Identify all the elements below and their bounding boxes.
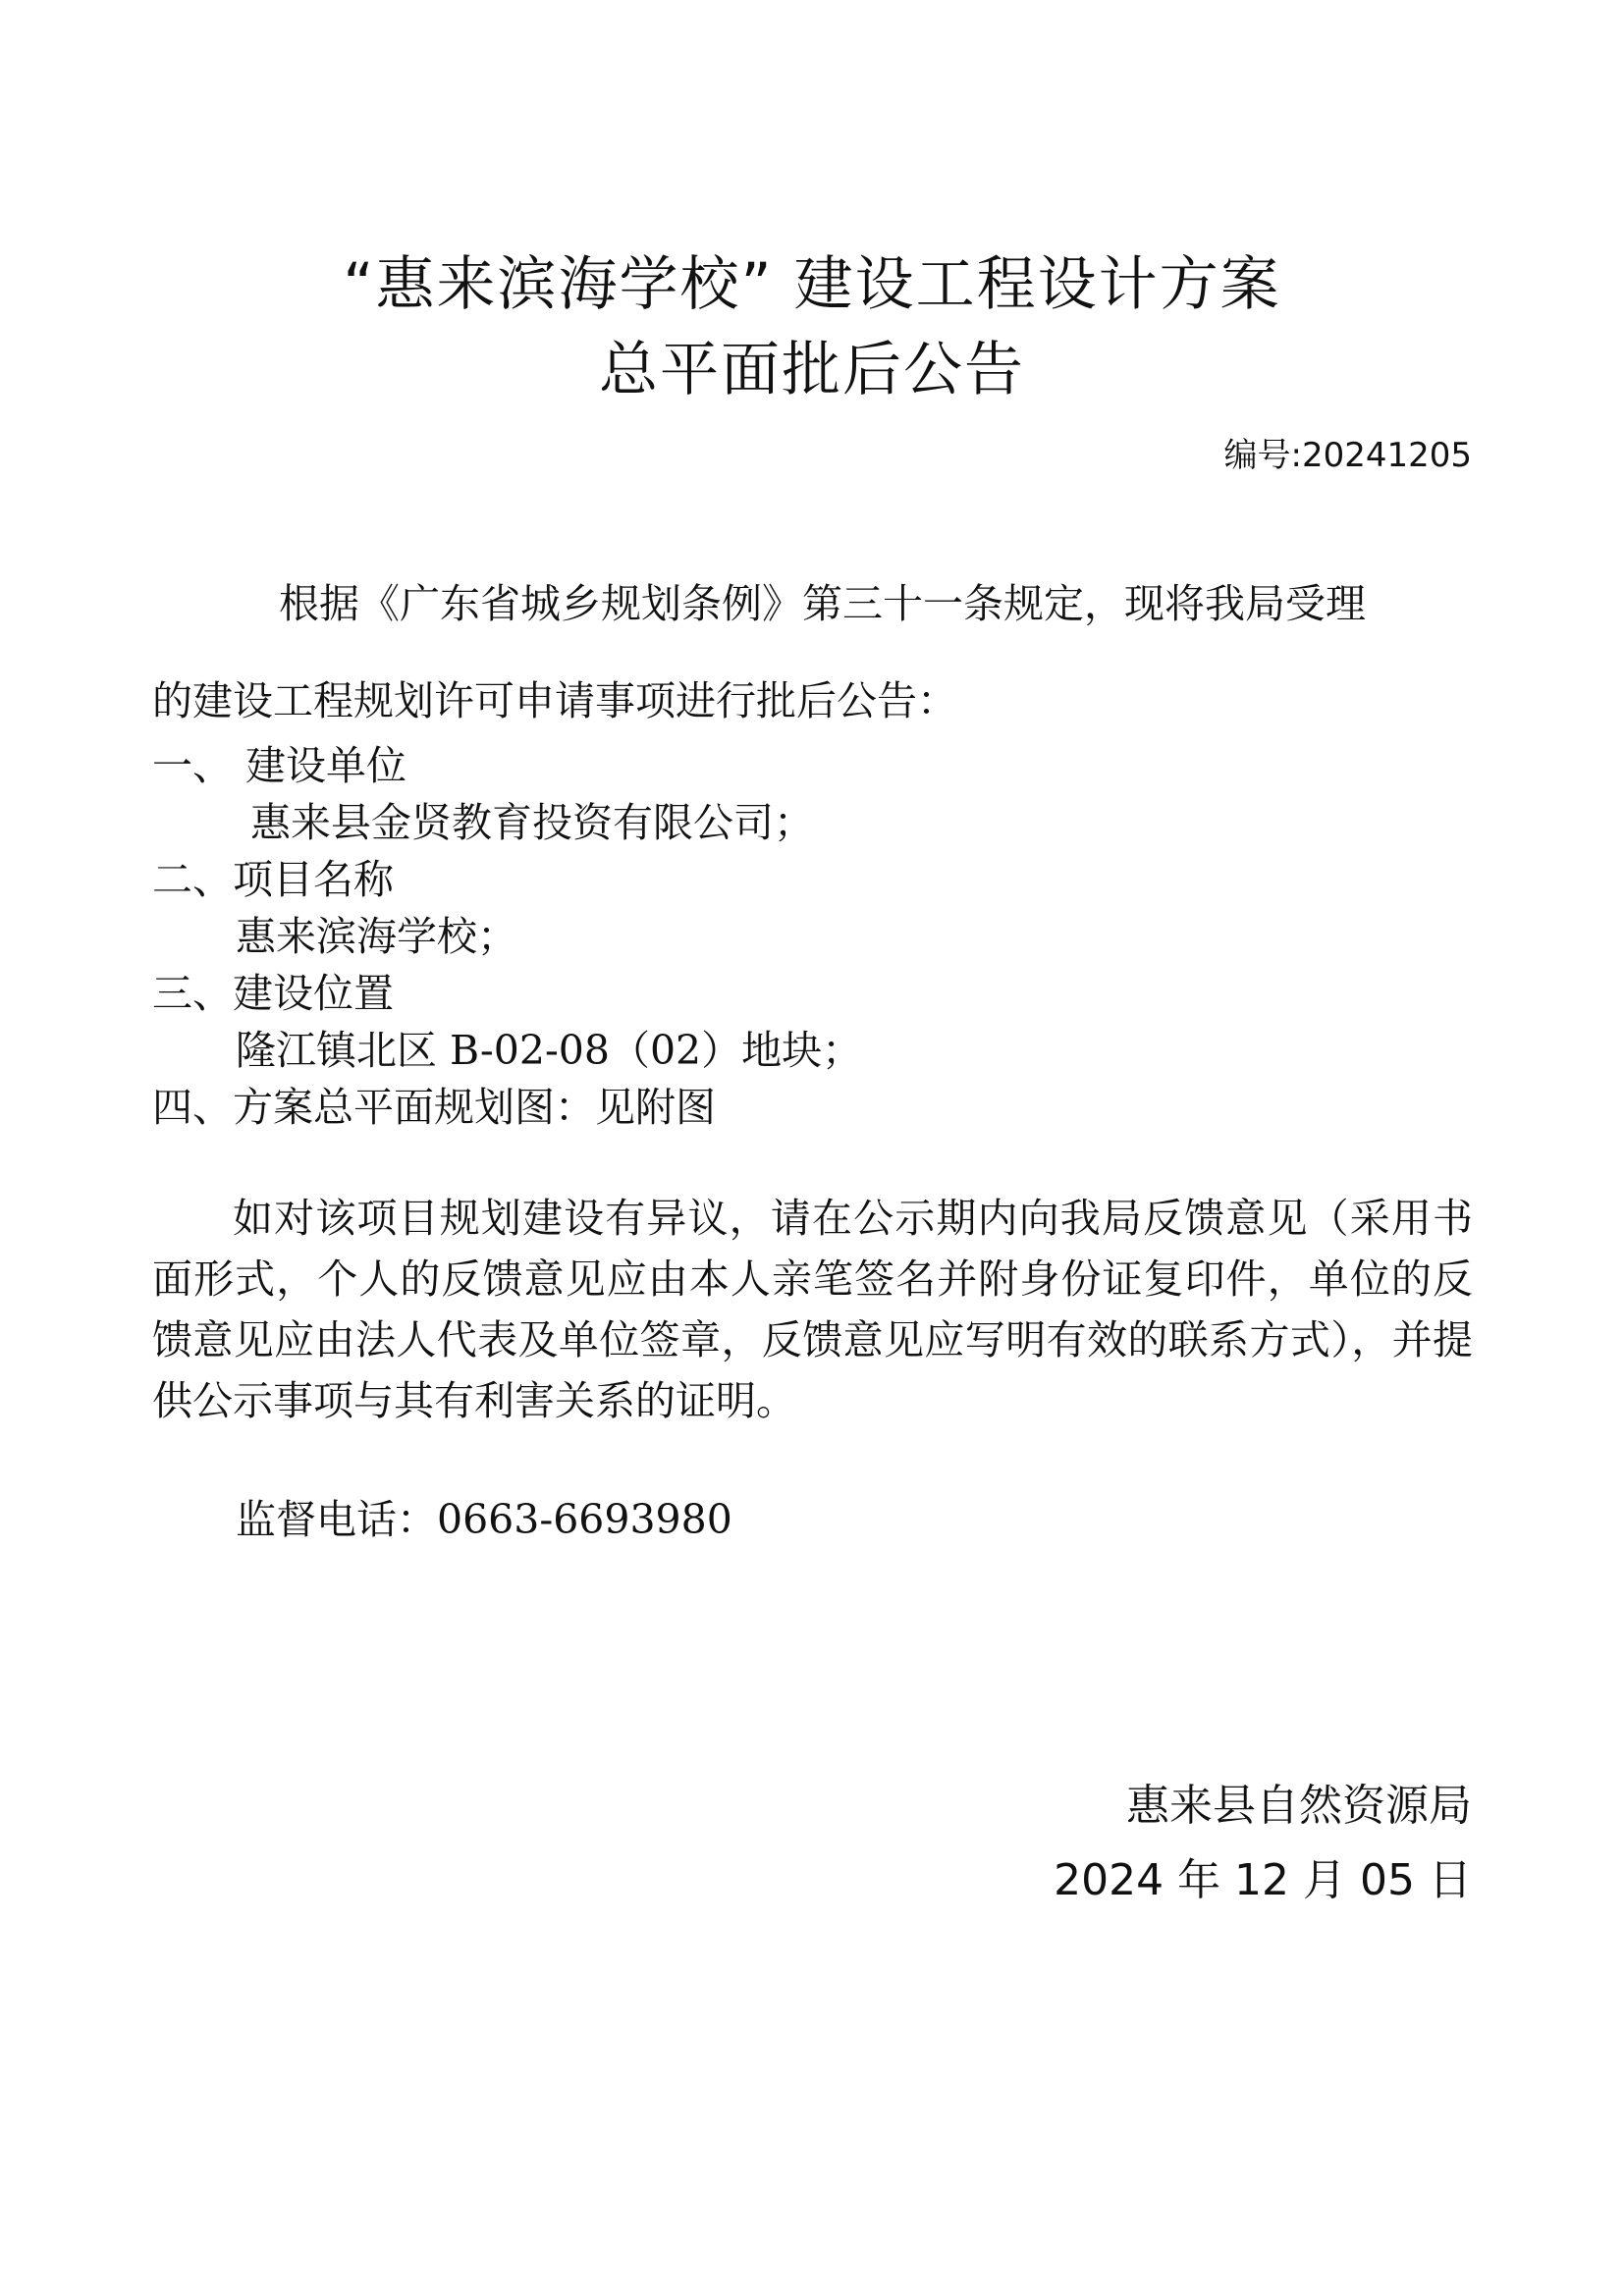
document-title-line1: “惠来滨海学校” 建设工程设计方案 [343, 250, 1281, 319]
item-heading-construction-unit: 一、 建设单位 [152, 742, 407, 789]
signature-date: 2024 年 12 月 05 日 [1054, 1855, 1472, 1905]
item-value-project-name: 惠来滨海学校； [236, 913, 517, 960]
item-heading-location: 三、建设位置 [152, 970, 394, 1017]
item-heading-site-plan: 四、方案总平面规划图：见附图 [152, 1084, 716, 1131]
item-value-location: 隆江镇北区 B-02-08（02）地块； [236, 1027, 863, 1074]
document-number: 编号:20241205 [1223, 436, 1472, 475]
intro-line-2: 的建设工程规划许可申请事项进行批后公告： [152, 677, 957, 724]
supervision-phone: 监督电话：0663-6693980 [236, 1496, 732, 1543]
signature-organization: 惠来县自然资源局 [1126, 1781, 1472, 1831]
item-value-construction-unit: 惠来县金贤教育投资有限公司； [250, 799, 814, 846]
objection-paragraph: 如对该项目规划建设有异议，请在公示期内向我局反馈意见（采用书面形式，个人的反馈意见应由本人亲笔签名并附身份证复印件，单位的反馈意见应由法人代表及单位签章，反馈意见应写明有效的联系方式），并提供公示事项与其有利害关系的证明。 [152, 1195, 1473, 1424]
item-heading-project-name: 二、项目名称 [152, 856, 394, 903]
document-title-line2: 总平面批后公告 [599, 336, 1025, 404]
intro-line-1: 根据《广东省城乡规划条例》第三十一条规定，现将我局受理 [279, 580, 1366, 627]
